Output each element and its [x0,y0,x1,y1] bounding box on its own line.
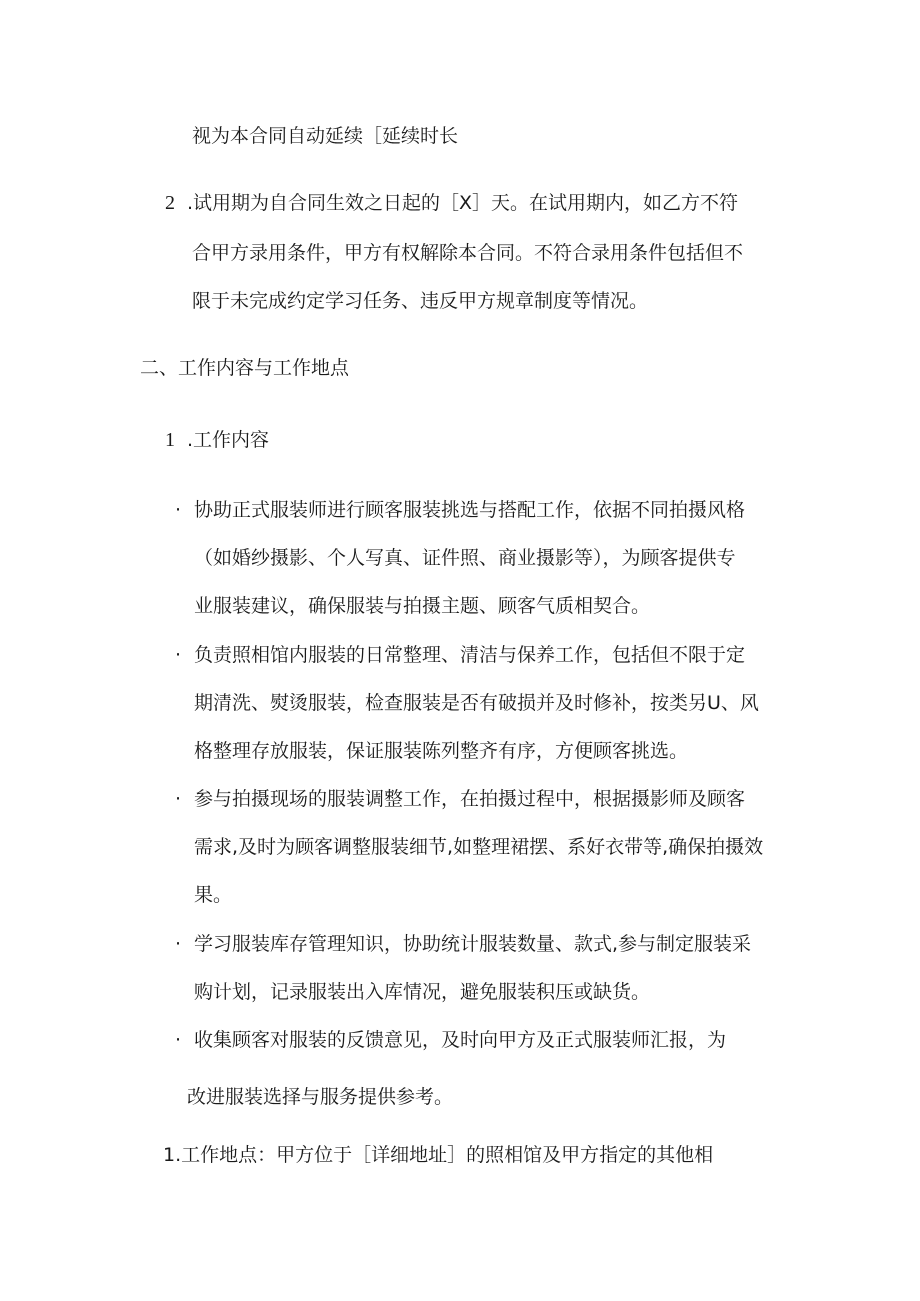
bullet-marker: · [175,644,182,666]
item-4-line-1: 学习服装库存管理知识，协助统计服装数量、款式,参与制定服装采 [194,933,752,955]
item-2-line-1: 负责照相馆内服装的日常整理、清洁与保养工作，包括但不限于定 [194,644,746,666]
item-1-line-3: 业服装建议，确保服装与拍摄主题、顾客气质相契合。 [194,595,651,617]
work-location-line: 1.工作地点：甲方位于［详细地址］的照相馆及甲方指定的其他相 [163,1144,714,1166]
probation-line-3: 限于未完成约定学习任务、违反甲方规章制度等情况。 [192,290,649,312]
item-2-line-2: 期清洗、熨烫服装，检查服装是否有破损并及时修补，按类另U、风 [194,692,759,714]
item-3-line-2: 需求,及时为顾客调整服装细节,如整理裙摆、系好衣带等,确保拍摄效 [194,836,764,858]
probation-line-1: .试用期为自合同生效之日起的［X］天。在试用期内，如乙方不符 [187,192,739,214]
item-3-line-1: 参与拍摄现场的服装调整工作，在拍摄过程中，根据摄影师及顾客 [194,788,746,810]
subsection-title: .工作内容 [187,429,270,451]
clause-number: 2 [165,192,175,214]
probation-line-2: 合甲方录用条件，甲方有权解除本合同。不符合录用条件包括但不 [192,242,744,264]
item-1-line-1: 协助正式服装师进行顾客服装挑选与搭配工作，依据不同拍摄风格 [194,499,746,521]
bullet-marker: · [175,933,182,955]
subsection-number: 1 [165,429,175,451]
item-2-line-3: 格整理存放服装，保证服装陈列整齐有序，方便顾客挑选。 [194,740,689,762]
section-heading: 二、工作内容与工作地点 [140,357,350,379]
continuation-line: 视为本合同自动延续［延续时长 [192,125,459,147]
item-1-line-2: （如婚纱摄影、个人写真、证件照、商业摄影等），为顾客提供专 [194,547,736,569]
item-5-line-1: 收集顾客对服装的反馈意见，及时向甲方及正式服装师汇报，为 [194,1029,727,1051]
item-4-line-2: 购计划，记录服装出入库情况，避免服装积压或缺货。 [194,981,651,1003]
bullet-marker: · [175,788,182,810]
item-5-line-2: 改进服装选择与服务提供参考。 [187,1086,454,1108]
bullet-marker: · [175,499,182,521]
bullet-marker: · [175,1029,182,1051]
item-3-line-3: 果。 [194,884,233,906]
